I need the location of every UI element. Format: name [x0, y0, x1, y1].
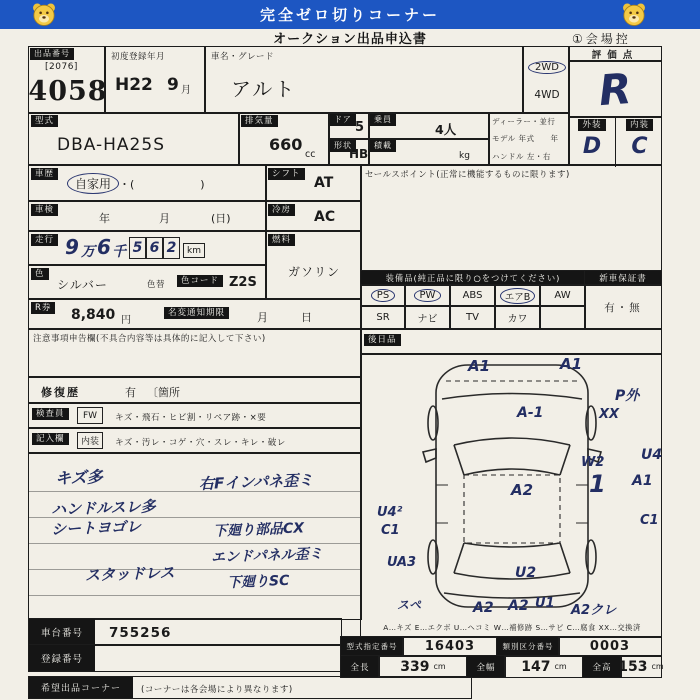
drive-2wd: 2WD: [528, 61, 566, 74]
mileage-d1: 9: [65, 235, 79, 259]
interior-items: キズ・汚レ・コゲ・穴・スレ・キレ・破レ: [115, 438, 286, 448]
dealer-line1: ディーラー・並行: [492, 117, 556, 126]
desired-corner-note: (コーナーは各会場により異なります): [141, 685, 293, 695]
displacement-value: 660: [269, 135, 303, 154]
warranty-value-cell: 有・無: [584, 284, 662, 330]
shaken-month: 月: [159, 212, 170, 225]
damage-mark: A-1: [517, 405, 544, 421]
top-banner: [0, 0, 700, 29]
note-left: シートヨゴレ: [50, 517, 142, 539]
rename-month: 月: [257, 311, 268, 324]
first-registration-cell: [104, 46, 206, 114]
damage-mark: C1: [640, 513, 659, 528]
teddy-bear-icon: [620, 1, 648, 28]
grade-label: 評価点: [591, 50, 639, 61]
mileage-label: 走行: [31, 234, 58, 246]
fw-box: FW: [77, 407, 103, 424]
equipment-leather: カワ: [494, 305, 541, 330]
damage-mark: XX: [599, 407, 620, 422]
width-label: 全幅: [466, 655, 506, 678]
interior-label: 内装: [626, 119, 653, 131]
history-rest: ・( ): [119, 178, 205, 191]
shift-value: AT: [314, 175, 334, 191]
door-value: 5: [355, 120, 365, 135]
displacement-cell: [238, 112, 330, 166]
mileage-unit: km: [183, 243, 205, 258]
rticket-value: 8,840: [71, 307, 116, 323]
color-code-value: Z2S: [229, 275, 257, 290]
equipment-ps: PS: [360, 284, 406, 307]
class-category-value: 0003: [558, 636, 662, 657]
capacity-cell: [368, 112, 490, 140]
vehicle-name: アルト: [231, 77, 297, 101]
damage-mark: A2クレ: [571, 603, 617, 618]
damage-mark: U2: [515, 565, 537, 581]
door-cell: [328, 112, 370, 140]
equipment-tv: TV: [449, 305, 496, 330]
equipment-aw: AW: [539, 284, 586, 307]
shift-cell: [265, 164, 362, 202]
mileage-u2: 千: [112, 244, 126, 260]
shift-label: シフト: [268, 168, 305, 180]
equipment-header: 装備品(純正品に限り○をつけてください): [360, 270, 586, 286]
mileage-digit-box: 6: [146, 237, 163, 259]
aircon-value: AC: [314, 209, 336, 225]
mileage-u1: 万: [81, 244, 95, 260]
shaken-year: 年: [99, 212, 110, 225]
fw-items: キズ・飛石・ヒビ割・リペア跡・×要: [115, 413, 267, 423]
type-approval-value: 16403: [402, 636, 498, 657]
model-code: DBA-HA25S: [57, 135, 165, 155]
vehicle-name-cell: [204, 46, 524, 114]
aircon-label: 冷房: [268, 204, 295, 216]
damage-mark: 1: [589, 470, 606, 498]
damage-mark: A1: [468, 357, 491, 375]
color-code-label: 色コード: [177, 275, 223, 287]
desired-corner-row: [28, 676, 472, 699]
equipment-airbag: エアB: [494, 284, 541, 307]
damage-mark: スペ: [397, 598, 422, 612]
lot-number-cell: [28, 46, 106, 114]
rticket-yen: 円: [121, 315, 131, 326]
drive-4wd: 4WD: [534, 89, 560, 101]
shape-value: HB: [349, 147, 369, 161]
vehicle-name-label: 車名・グレード: [211, 52, 275, 62]
interior-grade: C: [631, 133, 648, 159]
note-left: スタッドレス: [84, 563, 175, 585]
damage-mark: A2: [511, 481, 534, 499]
damage-mark: A1: [560, 355, 583, 373]
registration-year: H22: [115, 75, 153, 95]
load-cell: [368, 138, 490, 166]
registration-number-label: 登録番号: [29, 645, 95, 671]
chassis-number-label: 車台番号: [29, 619, 95, 645]
equipment-empty: [539, 305, 586, 330]
shaken-label: 車検: [31, 204, 58, 216]
first-registration-label: 初度登録年月: [111, 52, 166, 62]
damage-mark: A1: [632, 473, 653, 489]
capacity-value: 4人: [435, 122, 457, 137]
later-items-row: [360, 328, 662, 355]
inspector-entry-label: 記入欄: [32, 433, 69, 445]
grade-value: R: [597, 63, 633, 115]
dealer-line2: モデル 年式 年: [492, 134, 559, 143]
registration-number-row: [28, 644, 342, 672]
repair-suffix: 〔箇所: [147, 386, 180, 399]
history-cell: [28, 164, 267, 202]
color-label: 色: [31, 268, 49, 280]
class-category-label: 類別区分番号: [496, 636, 560, 657]
damage-mark: A2: [508, 598, 529, 614]
inspector-label: 検査員: [32, 408, 69, 420]
mileage-d2: 6: [97, 235, 111, 259]
damage-legend: A…キズ E…エクボ U…ヘコミ W…補修跡 S…サビ C…腐食 XX…交換済: [383, 623, 641, 632]
chassis-number-value: 755256: [109, 625, 172, 641]
damage-mark: P外: [615, 388, 640, 404]
mileage-digit-box: 5: [129, 237, 146, 259]
damage-mark: U1: [535, 596, 555, 611]
grade-value-cell: [568, 60, 662, 118]
lot-code: [2076]: [45, 62, 78, 72]
aircon-cell: [265, 200, 362, 232]
repair-history-row: [28, 376, 362, 404]
banner-title: 完全ゼロ切りコーナー: [259, 6, 440, 24]
notice-header: 注意事項申告欄(不具合内容等は具体的に記入して下さい): [33, 334, 266, 344]
interior-box: 内装: [77, 432, 103, 449]
drive-type-cell: [522, 46, 570, 114]
capacity-label: 乗員: [370, 114, 396, 126]
exterior-grade: D: [582, 133, 602, 159]
note-right: エンドパネル歪ミ: [210, 546, 324, 566]
damage-mark: U4: [641, 447, 663, 463]
recycle-ticket-cell: [28, 298, 362, 330]
shaken-cell: [28, 200, 267, 232]
sales-point-box: [360, 164, 662, 272]
displacement-unit: cc: [305, 149, 316, 160]
height-value: 153 cm: [620, 655, 662, 678]
notice-box: [28, 328, 362, 378]
repair-label: 修復歴: [41, 386, 80, 399]
load-label: 積載: [370, 140, 396, 152]
damage-mark: UA3: [387, 555, 417, 570]
registration-month: 9: [167, 75, 179, 95]
load-unit: kg: [459, 151, 470, 161]
handwritten-notes-area: [28, 452, 362, 620]
shaken-day: (日): [211, 212, 231, 225]
shape-label: 形状: [330, 140, 356, 152]
dealer-cell: [488, 112, 570, 166]
sales-point-header: セールスポイント(正常に機能するものに限ります): [365, 170, 570, 180]
later-items-label: 後日品: [364, 334, 401, 346]
damage-mark: U4²: [377, 505, 403, 520]
shape-cell: [328, 138, 370, 166]
history-value: 自家用: [67, 173, 119, 194]
history-label: 車歴: [31, 168, 58, 180]
desired-corner-label: 希望出品コーナー: [29, 677, 133, 698]
equipment-navi: ナビ: [404, 305, 451, 330]
width-value: 147 cm: [504, 655, 584, 678]
exterior-interior-cell: [568, 116, 662, 166]
registration-month-unit: 月: [181, 85, 191, 96]
inspector-row-interior: [28, 427, 362, 454]
dealer-line3: ハンドル 左・右: [492, 152, 551, 161]
length-label: 全長: [340, 655, 380, 678]
damage-mark: A2: [473, 600, 494, 616]
copy-label: ①会場控: [572, 32, 631, 46]
chassis-number-row: [28, 618, 342, 646]
door-label: ドア: [330, 114, 356, 126]
height-label: 全高: [582, 655, 622, 678]
color-value: シルバー: [57, 278, 108, 292]
lot-label: 出品番号: [30, 48, 74, 60]
mileage-cell: [28, 230, 267, 266]
inspector-row-fw: [28, 402, 362, 429]
fuel-value: ガソリン: [288, 265, 341, 279]
rename-deadline-label: 名変通知期限: [164, 307, 229, 319]
note-right: 下廻り部品CX: [212, 520, 305, 540]
repair-value: 有: [125, 386, 136, 399]
color-change-label: 色替: [147, 280, 166, 290]
warranty-header: 新車保証書: [584, 270, 662, 286]
rename-day: 日: [301, 311, 312, 324]
exterior-label: 外装: [578, 119, 605, 131]
note-left: キズ多: [54, 467, 104, 488]
color-cell: [28, 264, 267, 300]
fuel-label: 燃料: [268, 234, 295, 246]
equipment-abs: ABS: [449, 284, 496, 307]
note-right: 右Fインパネ歪ミ: [198, 471, 314, 493]
mileage-digit-box: 2: [163, 237, 180, 259]
length-value: 339 cm: [378, 655, 468, 678]
fuel-cell: [265, 230, 362, 300]
equipment-pw: PW: [404, 284, 451, 307]
lot-number: 4058: [28, 75, 108, 107]
form-title: オークション出品申込書: [273, 32, 427, 47]
model-label: 型式: [31, 115, 58, 127]
damage-mark: C1: [381, 523, 400, 538]
equipment-sr: SR: [360, 305, 406, 330]
type-approval-label: 型式指定番号: [340, 636, 404, 657]
model-code-cell: [28, 112, 240, 166]
displacement-label: 排気量: [241, 115, 278, 127]
note-left: ハンドルスレ多: [50, 497, 156, 519]
note-right: 下廻りSC: [226, 572, 290, 592]
rticket-label: R券: [31, 302, 55, 314]
damage-mark: W2: [581, 455, 605, 470]
